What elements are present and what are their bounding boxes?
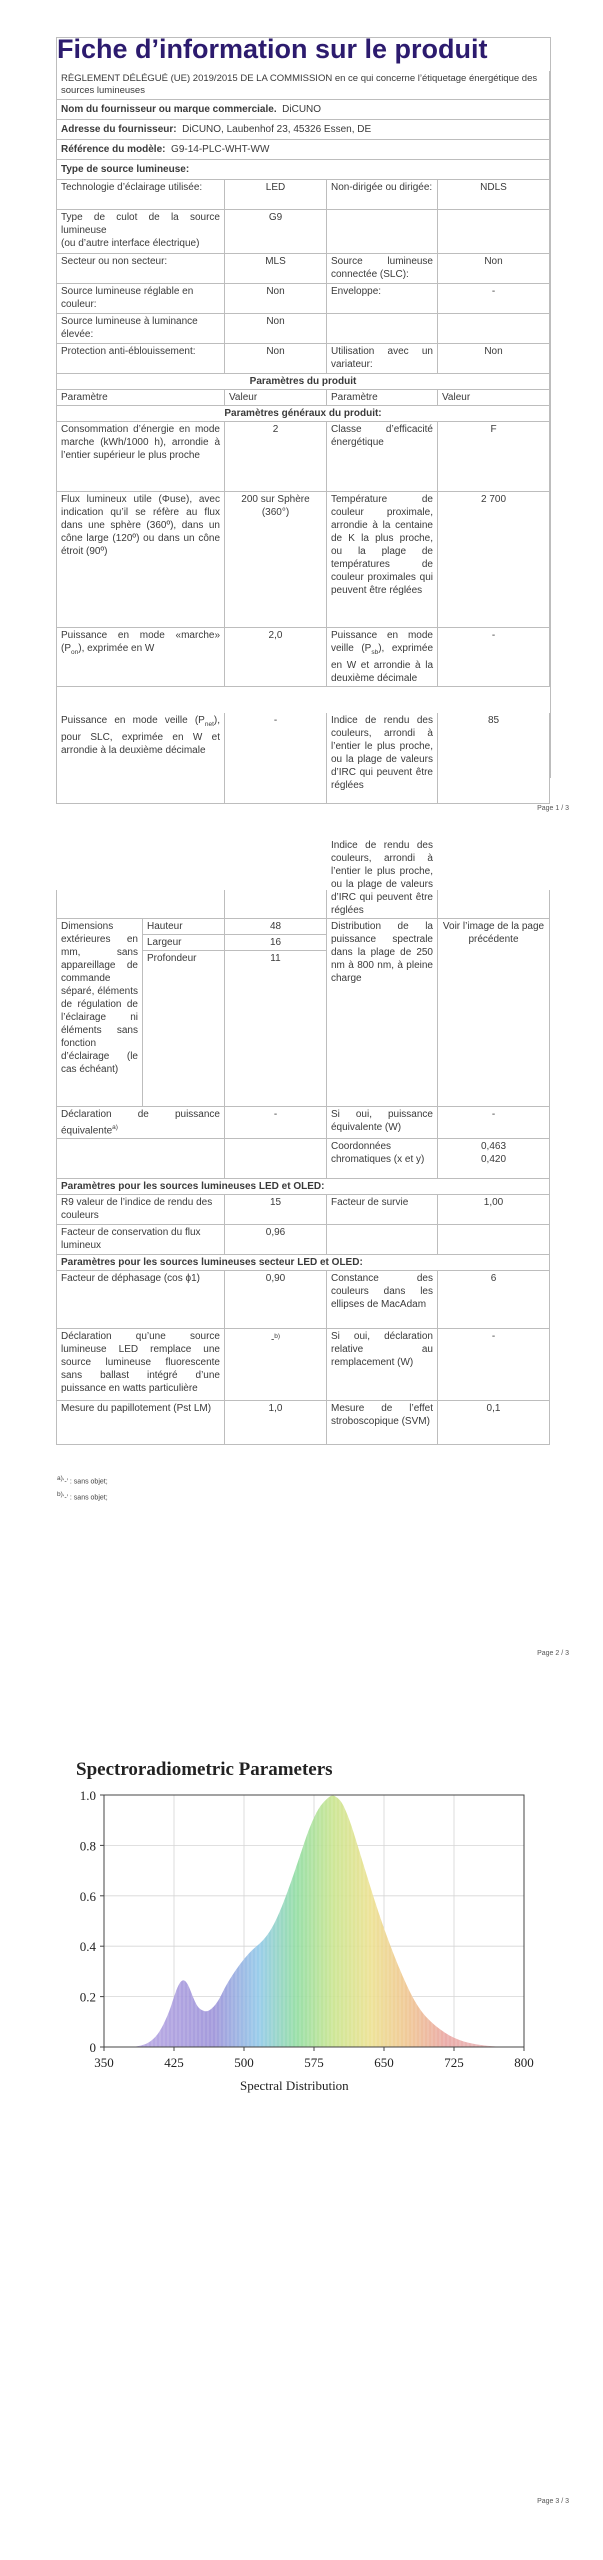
row-label: R9 valeur de l’indice de rendu des couleurs: [57, 1194, 225, 1224]
x-tick-label: 500: [234, 2055, 254, 2070]
width-value: 16: [225, 934, 327, 950]
col-value-header: Valeur: [225, 390, 327, 406]
mains-section-heading: Paramètres pour les sources lumineuses secteur LED et OLED:: [57, 1254, 550, 1270]
page-title: Fiche d’information sur le produit: [57, 34, 488, 64]
row-label: Technologie d’éclairage utilisée:: [57, 180, 225, 210]
page-1: [0, 0, 603, 820]
table-row: [57, 713, 550, 803]
empty-cell: [57, 890, 225, 918]
table-row: [57, 1194, 550, 1224]
row-label: Mesure du papillotement (Pst LM): [57, 1400, 225, 1444]
empty-cell: [225, 890, 327, 918]
power-on-label-a: Puissance en mode «marche» (P: [61, 630, 220, 654]
row-value: -: [225, 1106, 327, 1138]
supplier-name-row: [57, 100, 550, 120]
row-label: [57, 1106, 225, 1138]
row-label: Non-dirigée ou dirigée:: [327, 180, 438, 210]
y-tick-label: 0.6: [79, 1888, 96, 1904]
x-tick-label: 725: [444, 2055, 464, 2070]
light-source-type-heading: Type de source lumineuse:: [57, 160, 550, 180]
col-param-header: Paramètre: [57, 390, 225, 406]
footnote-b-text: ‘-’ : sans objet;: [62, 1494, 108, 1502]
depth-label: Profondeur: [143, 950, 225, 1106]
chart-title: Spectroradiometric Parameters: [76, 1759, 333, 1780]
table-row: [57, 344, 550, 374]
info-table-page2: [56, 840, 550, 1445]
table-row: [57, 628, 550, 687]
page-number-3: Page 3 / 3: [537, 2498, 569, 2505]
height-value: 48: [225, 918, 327, 934]
empty-cell: [438, 890, 550, 918]
x-axis-ticks: [94, 2047, 534, 2070]
footnote-b-marker: b): [57, 1491, 63, 1498]
table-row: [57, 180, 550, 210]
row-value: 85: [438, 713, 550, 803]
cri-continued: [327, 840, 438, 918]
table-row: [57, 1106, 550, 1138]
row-label: [327, 210, 438, 254]
power-decl-label: Déclaration de puissance équivalente: [61, 1108, 220, 1136]
supplier-address-label: Adresse du fournisseur:: [61, 124, 177, 135]
height-label: Hauteur: [143, 918, 225, 934]
row-label: [327, 1224, 438, 1254]
led-section-heading: Paramètres pour les sources lumineuses LED et OLED:: [57, 1178, 550, 1194]
row-value: 6: [438, 1270, 550, 1328]
row-value: LED: [225, 180, 327, 210]
row-label: Si oui, puissance équivalente (W): [327, 1106, 438, 1138]
row-value: 0,96: [225, 1224, 327, 1254]
row-value: MLS: [225, 254, 327, 284]
row-label: Constance des couleurs dans les ellipses de MacAdam: [327, 1270, 438, 1328]
table-row: [57, 492, 550, 628]
depth-value: 11: [225, 950, 327, 1106]
page-2: [0, 840, 603, 1670]
cri-continued-text: Indice de rendu des couleurs, arrondi à l’entier le plus proche, ou la plage de valeurs d’IRC qui peuvent être réglées: [331, 840, 433, 916]
dimensions-label: Dimensions extérieures en mm, sans appareillage de commande séparé, éléments de régulation de l’éclairage ni éléments sans fonction d’éclairage (le cas échéant): [57, 918, 143, 1106]
x-tick-label: 350: [94, 2055, 114, 2070]
x-tick-label: 800: [514, 2055, 534, 2070]
spd-value: Voir l’image de la page précédente: [438, 918, 550, 1106]
standby-label-b: ), exprimée en W et arrondie à la deuxième décimale: [331, 643, 433, 684]
supplier-address-row: [57, 120, 550, 140]
net-label-a: Puissance en mode veille (P: [61, 715, 205, 726]
table-row: [57, 210, 550, 254]
x-axis-label: Spectral Distribution: [240, 2078, 349, 2093]
footnote-a: [57, 1475, 108, 1485]
row-label: Indice de rendu des couleurs, arrondi à l’entier le plus proche, ou la plage de valeurs d’IRC qui peuvent être réglées: [327, 713, 438, 803]
table-row: [57, 1138, 550, 1178]
row-value: Non: [438, 344, 550, 374]
x-tick-label: 575: [304, 2055, 324, 2070]
row-label: Température de couleur proximale, arrondie à la centaine de K la plus proche, ou la plage de températures de couleur proximales qui peuvent être réglées: [327, 492, 438, 628]
replacement-sup: b): [274, 1332, 281, 1340]
row-label: Facteur de survie: [327, 1194, 438, 1224]
row-value: 2 700: [438, 492, 550, 628]
row-label: Facteur de déphasage (cos ϕ1): [57, 1270, 225, 1328]
supplier-name-label: Nom du fournisseur ou marque commerciale.: [61, 104, 277, 115]
row-value: [225, 1328, 327, 1400]
row-label: Secteur ou non secteur:: [57, 254, 225, 284]
table-row: [57, 890, 550, 918]
row-value: 200 sur Sphère (360°): [225, 492, 327, 628]
row-label: Source lumineuse réglable en couleur:: [57, 284, 225, 314]
table-row: [57, 422, 550, 492]
y-tick-label: 0: [89, 2040, 96, 2055]
row-label: Consommation d’énergie en mode marche (kWh/1000 h), arrondie à l’entier supérieur le plus proche: [57, 422, 225, 492]
table-row: [57, 1328, 550, 1400]
row-value: 0,90: [225, 1270, 327, 1328]
row-value: Non: [438, 254, 550, 284]
info-table-page1: [56, 71, 550, 687]
col-param-header-2: Paramètre: [327, 390, 438, 406]
cap-type-sub-label: (ou d’autre interface électrique): [61, 238, 200, 249]
row-value: Non: [225, 314, 327, 344]
row-label: Enveloppe:: [327, 284, 438, 314]
table-row: [57, 254, 550, 284]
row-value: Non: [225, 284, 327, 314]
model-value: G9-14-PLC-WHT-WW: [171, 144, 270, 155]
row-label: Si oui, déclaration relative au remplacement (W): [327, 1328, 438, 1400]
table-row: [57, 314, 550, 344]
model-label: Référence du modèle:: [61, 144, 166, 155]
row-value: F: [438, 422, 550, 492]
power-decl-sup: a): [112, 1123, 118, 1131]
y-axis-ticks: [80, 1788, 104, 2055]
standby-sub: sb: [371, 649, 379, 656]
row-label: Protection anti-éblouissement:: [57, 344, 225, 374]
supplier-name-value: DiCUNO: [282, 104, 322, 115]
row-value: G9: [225, 210, 327, 254]
row-value: 0,1: [438, 1400, 550, 1444]
row-label: Source lumineuse connectée (SLC):: [327, 254, 438, 284]
row-label: Classe d’efficacité énergétique: [327, 422, 438, 492]
supplier-address-value: DiCUNO, Laubenhof 23, 45326 Essen, DE: [182, 124, 372, 135]
row-value: 2,0: [225, 628, 327, 687]
row-value: 15: [225, 1194, 327, 1224]
table-row: [57, 1400, 550, 1444]
row-label: [57, 713, 225, 803]
row-value: Non: [225, 344, 327, 374]
standby-label-a: Puissance en mode veille (P: [331, 630, 433, 654]
table-row: [57, 918, 550, 934]
spectral-chart: [60, 1745, 550, 2100]
row-label: [57, 628, 225, 687]
table-row: [57, 1224, 550, 1254]
row-label: Utilisation avec un variateur:: [327, 344, 438, 374]
row-value: -: [438, 1106, 550, 1138]
regulation-text: RÈGLEMENT DÉLÉGUÉ (UE) 2019/2015 DE LA COMMISSION en ce qui concerne l’étiquetage énergétique des sources lumineuses: [57, 71, 550, 100]
empty-cell: [225, 1138, 327, 1178]
replacement-value: -: [270, 1334, 275, 1346]
row-value: -: [438, 628, 550, 687]
model-row: [57, 140, 550, 160]
net-sub: net: [204, 721, 214, 728]
row-label: Flux lumineux utile (Φuse), avec indication qu’il se réfère au flux dans une sphère (360º), dans un cône large (120º) ou dans un cône étroit (90º): [57, 492, 225, 628]
x-tick-label: 650: [374, 2055, 394, 2070]
row-label: Facteur de conservation du flux lumineux: [57, 1224, 225, 1254]
cap-type-label: Type de culot de la source lumineuse: [61, 212, 220, 236]
row-value: NDLS: [438, 180, 550, 210]
table-row: [57, 284, 550, 314]
net-label-b: ), pour SLC, exprimée en W et arrondie à la deuxième décimale: [61, 715, 220, 756]
chroma-x: 0,463: [480, 1140, 507, 1152]
y-tick-label: 1.0: [79, 1788, 96, 1803]
row-value: -: [225, 713, 327, 803]
y-tick-label: 0.4: [79, 1939, 96, 1955]
empty-cell: [57, 1138, 225, 1178]
chroma-y: 0,420: [480, 1153, 507, 1165]
y-tick-label: 0.2: [79, 1989, 96, 2005]
row-label: Coordonnées chromatiques (x et y): [327, 1138, 438, 1178]
page-number-1: Page 1 / 3: [537, 805, 569, 812]
col-value-header-2: Valeur: [438, 390, 550, 406]
page-number-2: Page 2 / 3: [537, 1650, 569, 1657]
row-value: 1,00: [438, 1194, 550, 1224]
x-tick-label: 425: [164, 2055, 184, 2070]
row-value: [438, 1138, 550, 1178]
row-value: -: [438, 1328, 550, 1400]
general-params-heading: Paramètres généraux du produit:: [57, 406, 550, 422]
row-label: [327, 314, 438, 344]
y-tick-label: 0.8: [79, 1838, 96, 1854]
footnote-a-text: ‘-’ : sans objet;: [62, 1478, 108, 1486]
row-label: [327, 628, 438, 687]
row-label: [57, 210, 225, 254]
row-value: -: [438, 284, 550, 314]
row-value: [438, 1224, 550, 1254]
clipped-row-container: [56, 713, 549, 791]
row-value: 2: [225, 422, 327, 492]
row-value: 1,0: [225, 1400, 327, 1444]
row-label: Déclaration qu’une source lumineuse LED remplace une source lumineuse fluorescente sans ballast intégré d’une puissance en watts particulière: [57, 1328, 225, 1400]
product-params-heading: Paramètres du produit: [57, 374, 550, 390]
power-on-label-b: ), exprimée en W: [78, 643, 155, 654]
row-label: Mesure de l’effet stroboscopique (SVM): [327, 1400, 438, 1444]
info-table-page1-clipped: [56, 713, 550, 804]
footnote-a-marker: a): [57, 1475, 63, 1482]
spd-label: Distribution de la puissance spectrale dans la plage de 250 nm à 800 nm, à pleine charge: [327, 918, 438, 1106]
power-on-sub: on: [71, 649, 79, 656]
row-value: [438, 314, 550, 344]
row-label: Source lumineuse à luminance élevée:: [57, 314, 225, 344]
width-label: Largeur: [143, 934, 225, 950]
row-value: [438, 210, 550, 254]
footnote-b: [57, 1491, 108, 1501]
table-row: [57, 1270, 550, 1328]
